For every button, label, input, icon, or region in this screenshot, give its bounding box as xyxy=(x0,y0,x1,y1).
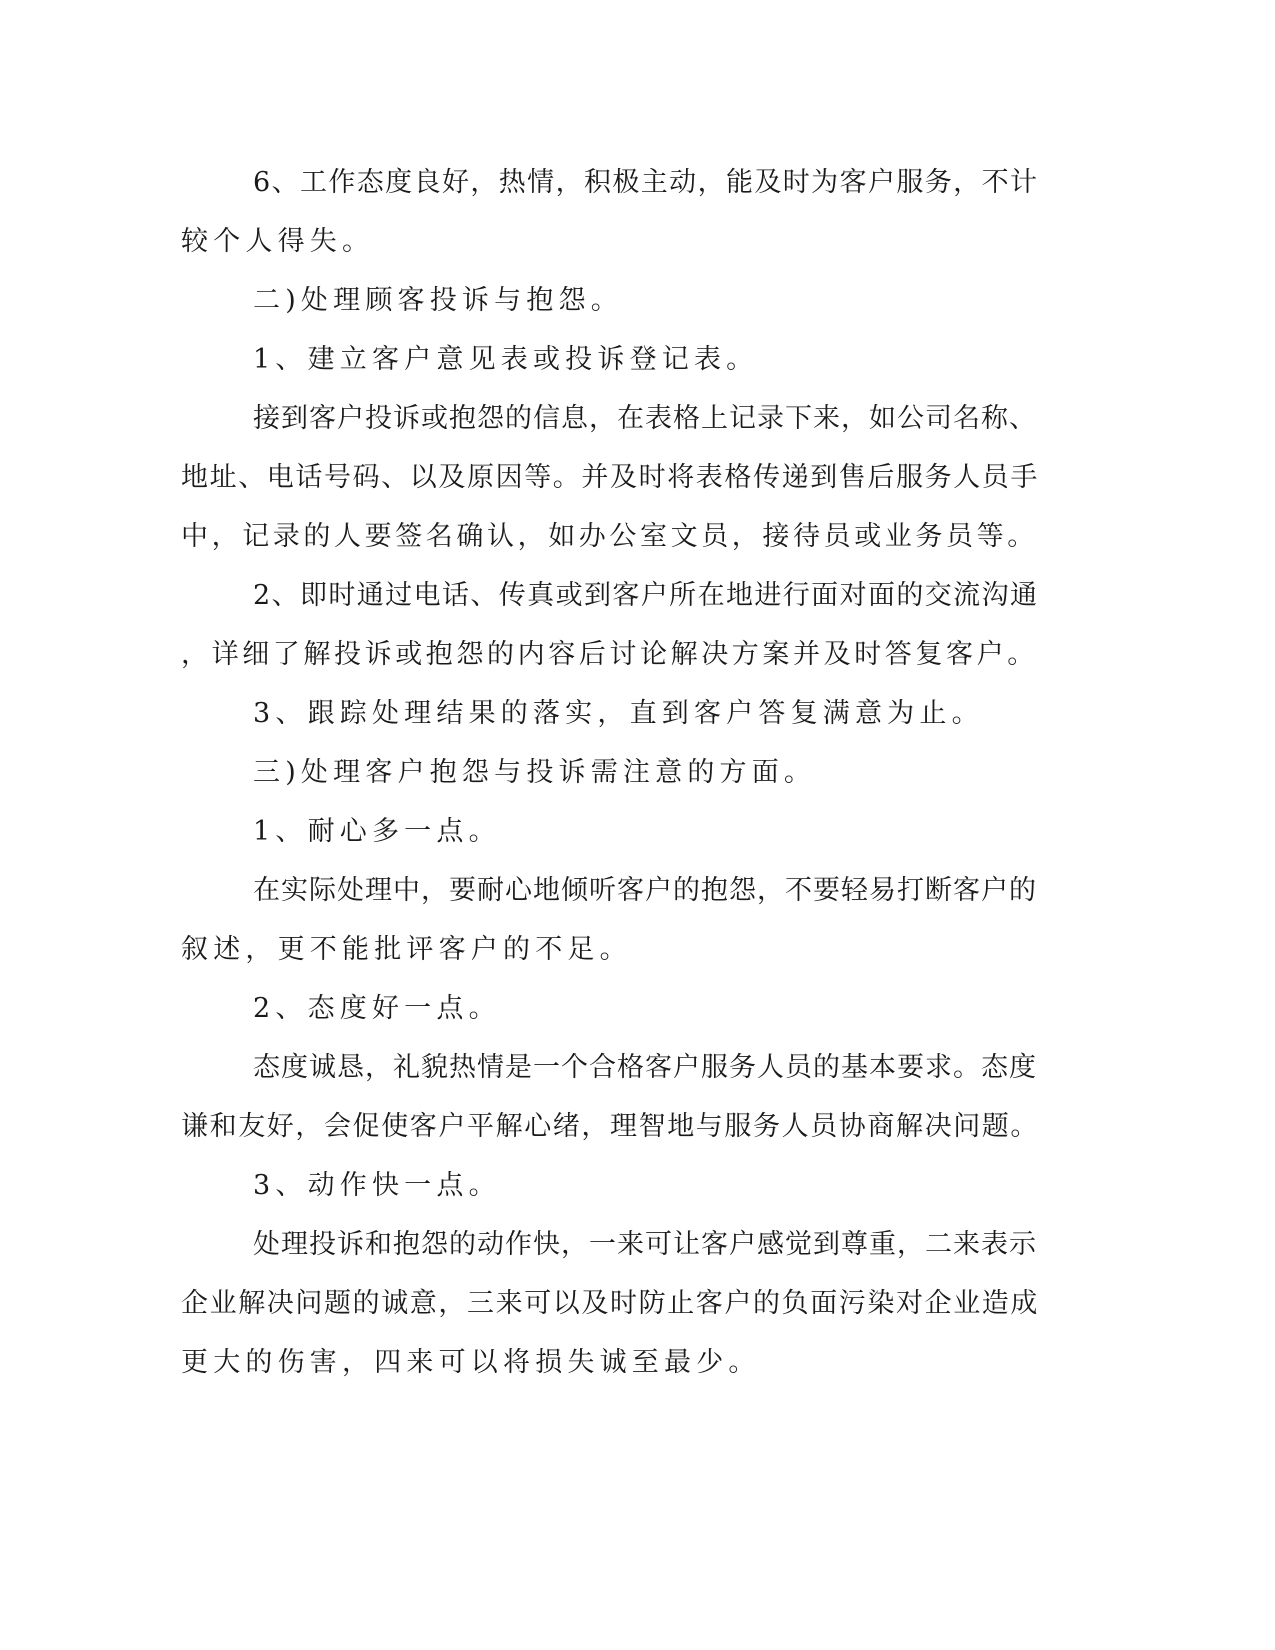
text-line: 叙述，更不能批评客户的不足。 xyxy=(181,934,632,965)
text-line: 处理投诉和抱怨的动作快，一来可让客户感觉到尊重，二来表示 xyxy=(253,1229,1037,1260)
text-line: 2、态度好一点。 xyxy=(253,993,501,1024)
text-line: 更大的伤害，四来可以将损失诚至最少。 xyxy=(181,1347,761,1378)
text-line: 中，记录的人要签名确认，如办公室文员，接待员或业务员等。 xyxy=(181,521,1038,552)
text-line: 企业解决问题的诚意，三来可以及时防止客户的负面污染对企业造成 xyxy=(181,1288,1039,1319)
text-line: 1、建立客户意见表或投诉登记表。 xyxy=(253,344,759,375)
text-line: 接到客户投诉或抱怨的信息，在表格上记录下来，如公司名称、 xyxy=(253,403,1037,434)
section-heading: 三)处理客户抱怨与投诉需注意的方面。 xyxy=(253,757,817,788)
text-line: 6、工作态度良好，热情，积极主动，能及时为客户服务，不计 xyxy=(253,167,1039,198)
text-line: ，详细了解投诉或抱怨的内容后讨论解决方案并及时答复客户。 xyxy=(181,639,1038,670)
text-line: 3、跟踪处理结果的落实，直到客户答复满意为止。 xyxy=(253,698,984,729)
text-line: 2、即时通过电话、传真或到客户所在地进行面对面的交流沟通 xyxy=(253,580,1039,611)
section-heading: 二)处理顾客投诉与抱怨。 xyxy=(253,285,623,316)
text-line: 地址、电话号码、以及原因等。并及时将表格传递到售后服务人员手 xyxy=(181,462,1039,493)
text-line: 3、动作快一点。 xyxy=(253,1170,501,1201)
text-line: 在实际处理中，要耐心地倾听客户的抱怨，不要轻易打断客户的 xyxy=(253,875,1037,906)
text-line: 态度诚恳，礼貌热情是一个合格客户服务人员的基本要求。态度 xyxy=(253,1052,1037,1083)
text-line: 谦和友好，会促使客户平解心绪，理智地与服务人员协商解决问题。 xyxy=(181,1111,1039,1142)
text-line: 1、耐心多一点。 xyxy=(253,816,501,847)
text-line: 较个人得失。 xyxy=(181,226,375,257)
